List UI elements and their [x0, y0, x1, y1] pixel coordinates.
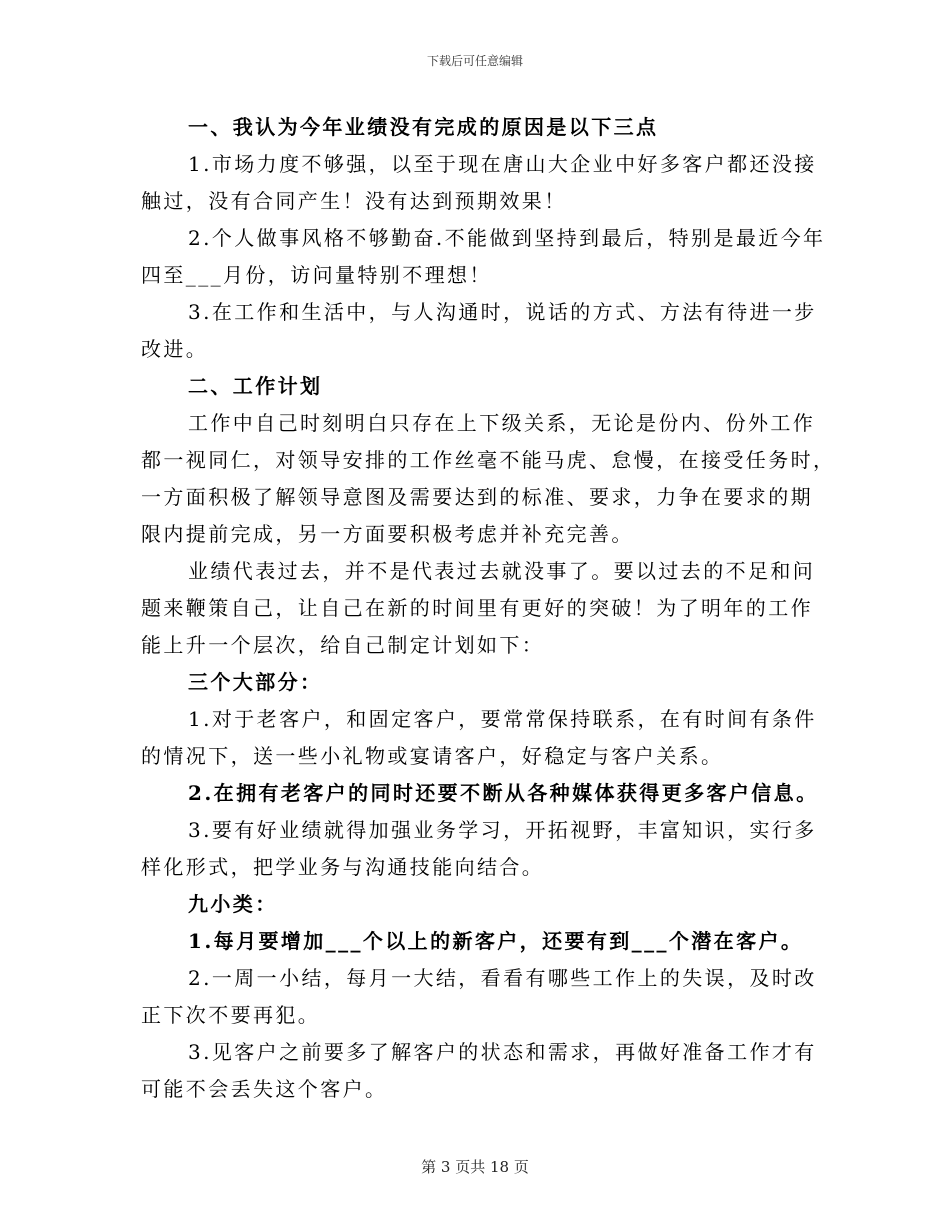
- paragraph-line: 触过，没有合同产生！没有达到预期效果！: [141, 189, 567, 213]
- paragraph-line: 3.在工作和生活中，与人沟通时，说话的方式、方法有待进一步: [188, 300, 817, 324]
- paragraph-line: 2.一周一小结，每月一大结，看看有哪些工作上的失误，及时改: [188, 966, 817, 990]
- paragraph-line: 3.要有好业绩就得加强业务学习，开拓视野，丰富知识，实行多: [188, 818, 817, 842]
- paragraph-line-bold: 2.在拥有老客户的同时还要不断从各种媒体获得更多客户信息。: [188, 781, 819, 805]
- section-heading-work-plan: 二、工作计划: [188, 374, 323, 398]
- paragraph-line: 业绩代表过去，并不是代表过去就没事了。要以过去的不足和问: [188, 559, 816, 583]
- paragraph-line: 的情况下，送一些小礼物或宴请客户，好稳定与客户关系。: [141, 744, 724, 768]
- paragraph-line: 1.对于老客户，和固定客户，要常常保持联系，在有时间有条件: [188, 707, 817, 731]
- paragraph-line: 2.个人做事风格不够勤奋.不能做到坚持到最后，特别是最近今年: [188, 226, 826, 250]
- paragraph-line: 限内提前完成，另一方面要积极考虑并补充完善。: [141, 522, 634, 546]
- subheading-three-parts: 三个大部分：: [188, 670, 323, 694]
- paragraph-line: 工作中自己时刻明白只存在上下级关系，无论是份内、份外工作: [188, 411, 816, 435]
- paragraph-line: 3.见客户之前要多了解客户的状态和需求，再做好准备工作才有: [188, 1040, 817, 1064]
- page-header: 下载后可任意编辑: [426, 54, 523, 68]
- section-heading-reasons: 一、我认为今年业绩没有完成的原因是以下三点: [188, 115, 659, 139]
- paragraph-line: 样化形式，把学业务与沟通技能向结合。: [141, 855, 545, 879]
- paragraph-line: 改进。: [141, 337, 209, 361]
- page-number: 第 3 页共 18 页: [421, 1158, 529, 1176]
- paragraph-line: 正下次不要再犯。: [141, 1003, 321, 1027]
- paragraph-line: 可能不会丢失这个客户。: [141, 1077, 388, 1101]
- paragraph-line: 四至___月份，访问量特别不理想！: [141, 263, 492, 287]
- paragraph-line: 能上升一个层次，给自己制定计划如下：: [141, 633, 545, 657]
- paragraph-line: 题来鞭策自己，让自己在新的时间里有更好的突破！为了明年的工作: [141, 596, 813, 620]
- paragraph-line: 都一视同仁，对领导安排的工作丝毫不能马虎、怠慢，在接受任务时，: [141, 448, 836, 472]
- paragraph-line: 1.市场力度不够强，以至于现在唐山大企业中好多客户都还没接: [188, 152, 817, 176]
- paragraph-line-bold: 1.每月要增加___个以上的新客户，还要有到___个潜在客户。: [188, 929, 804, 953]
- subheading-nine-items: 九小类：: [188, 892, 278, 916]
- paragraph-line: 一方面积极了解领导意图及需要达到的标准、要求，力争在要求的期: [141, 485, 813, 509]
